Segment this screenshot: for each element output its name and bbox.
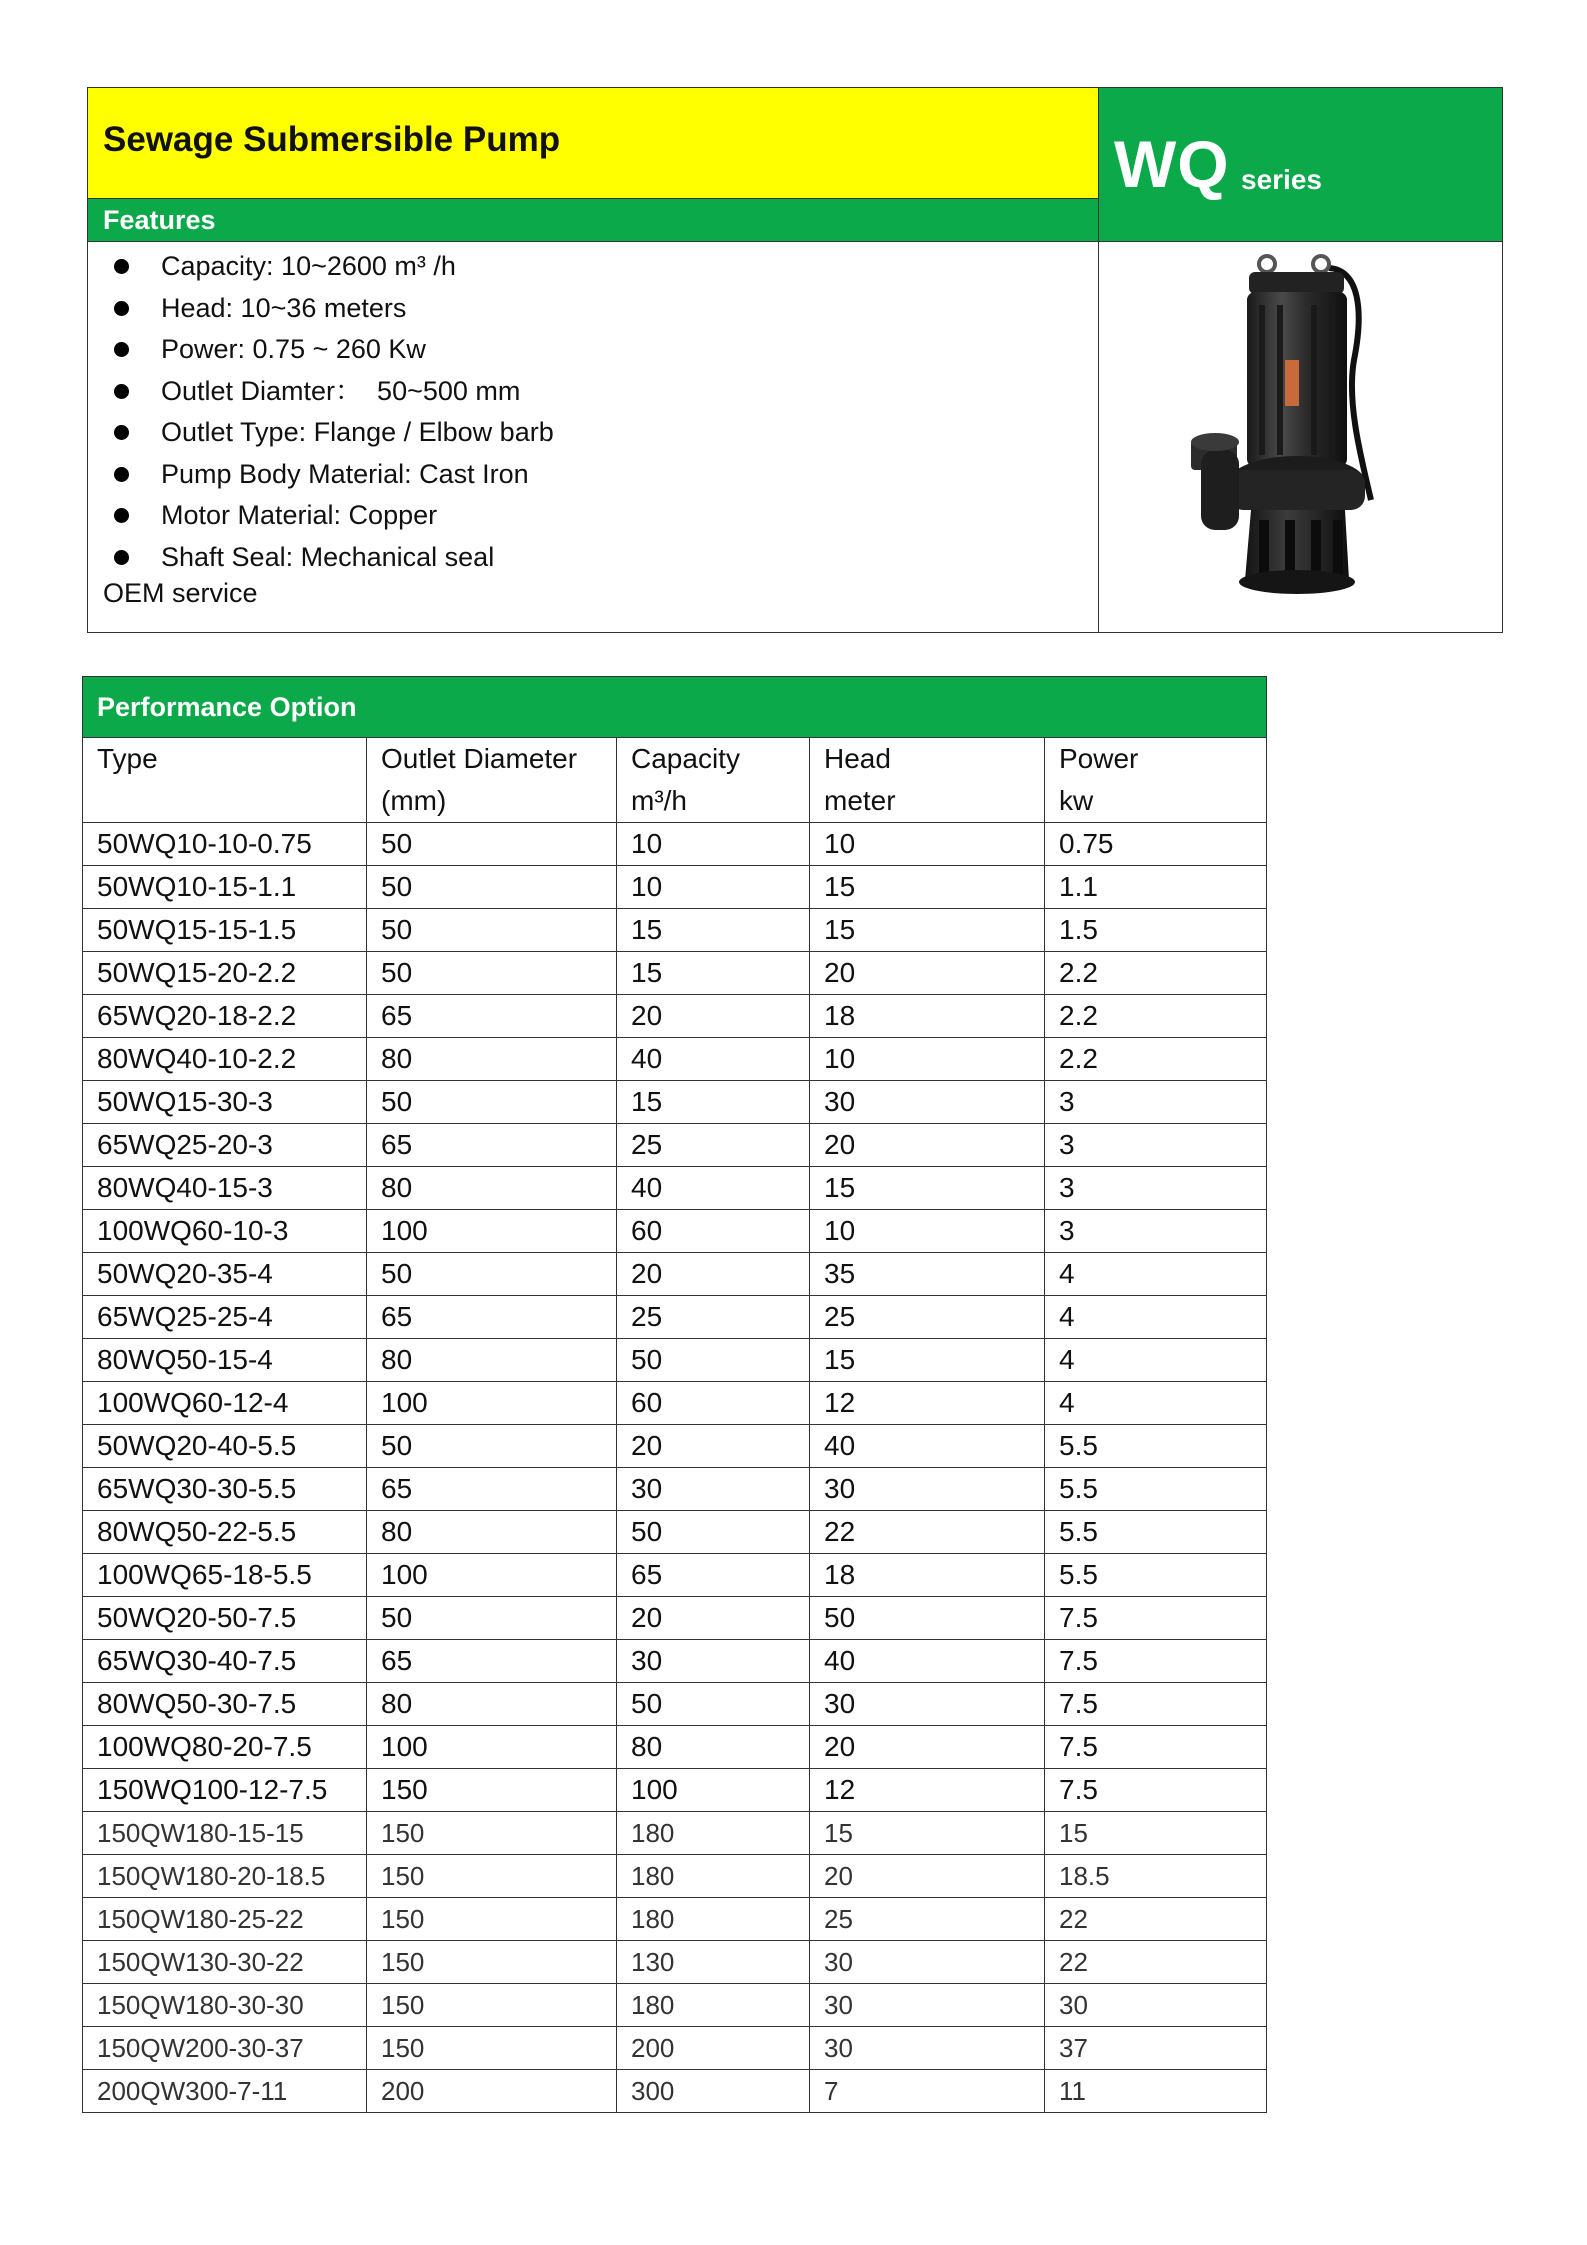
cell-type: 50WQ20-40-5.5 xyxy=(83,1425,367,1468)
cell-capacity: 60 xyxy=(617,1382,810,1425)
table-row xyxy=(83,2070,1267,2113)
cell-power: 7.5 xyxy=(1045,1683,1267,1726)
cell-head: 30 xyxy=(810,1683,1045,1726)
column-header-capacity xyxy=(617,738,810,823)
product-image-cell xyxy=(1099,242,1502,632)
feature-text: Motor Material: Copper xyxy=(161,500,438,530)
product-header xyxy=(87,87,1503,633)
column-header-type xyxy=(83,738,367,823)
cell-type: 100WQ60-10-3 xyxy=(83,1210,367,1253)
table-row xyxy=(83,1769,1267,1812)
cell-type: 80WQ40-15-3 xyxy=(83,1167,367,1210)
cell-head: 18 xyxy=(810,1554,1045,1597)
column-header-power xyxy=(1045,738,1267,823)
cell-power: 5.5 xyxy=(1045,1425,1267,1468)
cell-type: 50WQ20-35-4 xyxy=(83,1253,367,1296)
cell-capacity: 20 xyxy=(617,1425,810,1468)
cell-outlet-diameter: 65 xyxy=(367,995,617,1038)
table-row xyxy=(83,1296,1267,1339)
cell-capacity: 40 xyxy=(617,1038,810,1081)
table-row xyxy=(83,1683,1267,1726)
feature-text: Pump Body Material: Cast Iron xyxy=(161,458,529,489)
column-unit: kw xyxy=(1059,785,1094,816)
cell-head: 40 xyxy=(810,1425,1045,1468)
cell-power: 2.2 xyxy=(1045,995,1267,1038)
oem-service-note: OEM service xyxy=(103,578,258,608)
cell-head: 12 xyxy=(810,1769,1045,1812)
cell-power: 1.5 xyxy=(1045,909,1267,952)
cell-outlet-diameter: 100 xyxy=(367,1726,617,1769)
cell-type: 50WQ15-30-3 xyxy=(83,1081,367,1124)
column-unit: m³/h xyxy=(631,785,687,816)
cell-outlet-diameter: 150 xyxy=(367,1769,617,1812)
cell-capacity: 20 xyxy=(617,995,810,1038)
table-row xyxy=(83,1812,1267,1855)
cell-capacity: 15 xyxy=(617,909,810,952)
table-row xyxy=(83,2027,1267,2070)
column-header-row xyxy=(83,738,1267,823)
cell-type: 80WQ40-10-2.2 xyxy=(83,1038,367,1081)
cell-head: 10 xyxy=(810,823,1045,866)
table-row xyxy=(83,1425,1267,1468)
bullet-icon xyxy=(114,508,129,523)
cell-head: 20 xyxy=(810,1726,1045,1769)
cell-head: 20 xyxy=(810,1855,1045,1898)
cell-capacity: 20 xyxy=(617,1597,810,1640)
cell-type: 65WQ30-30-5.5 xyxy=(83,1468,367,1511)
table-row xyxy=(83,909,1267,952)
cell-type: 150QW180-25-22 xyxy=(83,1898,367,1941)
cell-capacity: 20 xyxy=(617,1253,810,1296)
feature-text: Shaft Seal: Mechanical seal xyxy=(161,541,495,572)
cell-outlet-diameter: 50 xyxy=(367,1425,617,1468)
cell-capacity: 15 xyxy=(617,952,810,995)
column-name: Head xyxy=(824,743,891,774)
feature-item xyxy=(88,537,554,579)
table-row xyxy=(83,952,1267,995)
cell-head: 30 xyxy=(810,1984,1045,2027)
cell-outlet-diameter: 65 xyxy=(367,1124,617,1167)
table-row xyxy=(83,1941,1267,1984)
cell-power: 7.5 xyxy=(1045,1640,1267,1683)
cell-power: 3 xyxy=(1045,1124,1267,1167)
cell-outlet-diameter: 100 xyxy=(367,1554,617,1597)
cell-capacity: 50 xyxy=(617,1339,810,1382)
cell-power: 3 xyxy=(1045,1210,1267,1253)
cell-head: 50 xyxy=(810,1597,1045,1640)
cell-head: 30 xyxy=(810,1941,1045,1984)
feature-item xyxy=(88,412,554,454)
cell-outlet-diameter: 150 xyxy=(367,2027,617,2070)
column-name: Type xyxy=(97,743,158,774)
cell-power: 3 xyxy=(1045,1167,1267,1210)
bullet-icon xyxy=(114,301,129,316)
cell-head: 10 xyxy=(810,1210,1045,1253)
cell-outlet-diameter: 80 xyxy=(367,1038,617,1081)
feature-text: Outlet Diamter： 50~500 mm xyxy=(161,375,521,406)
cell-head: 15 xyxy=(810,1167,1045,1210)
table-row xyxy=(83,1382,1267,1425)
feature-text: Power: 0.75 ~ 260 Kw xyxy=(161,334,426,364)
cell-capacity: 25 xyxy=(617,1124,810,1167)
cell-outlet-diameter: 150 xyxy=(367,1941,617,1984)
bullet-icon xyxy=(114,425,129,440)
bullet-icon xyxy=(114,384,129,399)
cell-capacity: 60 xyxy=(617,1210,810,1253)
cell-power: 3 xyxy=(1045,1081,1267,1124)
cell-capacity: 40 xyxy=(617,1167,810,1210)
cell-power: 4 xyxy=(1045,1382,1267,1425)
table-row xyxy=(83,1038,1267,1081)
cell-outlet-diameter: 65 xyxy=(367,1296,617,1339)
cell-head: 30 xyxy=(810,1081,1045,1124)
features-body xyxy=(88,242,1099,632)
cell-capacity: 30 xyxy=(617,1468,810,1511)
cell-outlet-diameter: 50 xyxy=(367,1597,617,1640)
cell-type: 65WQ25-20-3 xyxy=(83,1124,367,1167)
cell-type: 50WQ10-15-1.1 xyxy=(83,866,367,909)
table-row xyxy=(83,1640,1267,1683)
cell-capacity: 30 xyxy=(617,1640,810,1683)
cell-outlet-diameter: 80 xyxy=(367,1511,617,1554)
table-row xyxy=(83,1984,1267,2027)
cell-capacity: 300 xyxy=(617,2070,810,2113)
cell-outlet-diameter: 150 xyxy=(367,1898,617,1941)
feature-item xyxy=(88,454,554,496)
cell-power: 0.75 xyxy=(1045,823,1267,866)
cell-outlet-diameter: 80 xyxy=(367,1339,617,1382)
table-row xyxy=(83,1898,1267,1941)
cell-outlet-diameter: 150 xyxy=(367,1855,617,1898)
cell-power: 22 xyxy=(1045,1941,1267,1984)
feature-text: Capacity: 10~2600 m³ /h xyxy=(161,251,456,281)
cell-type: 50WQ15-15-1.5 xyxy=(83,909,367,952)
cell-capacity: 80 xyxy=(617,1726,810,1769)
cell-head: 15 xyxy=(810,1812,1045,1855)
table-row xyxy=(83,995,1267,1038)
cell-type: 100WQ80-20-7.5 xyxy=(83,1726,367,1769)
cell-outlet-diameter: 100 xyxy=(367,1210,617,1253)
table-row xyxy=(83,1726,1267,1769)
table-row xyxy=(83,1855,1267,1898)
cell-power: 4 xyxy=(1045,1253,1267,1296)
performance-table xyxy=(82,676,1267,2113)
cell-head: 15 xyxy=(810,1339,1045,1382)
bullet-icon xyxy=(114,342,129,357)
cell-power: 2.2 xyxy=(1045,952,1267,995)
table-row xyxy=(83,1253,1267,1296)
cell-capacity: 50 xyxy=(617,1511,810,1554)
cell-type: 150QW180-20-18.5 xyxy=(83,1855,367,1898)
cell-type: 65WQ30-40-7.5 xyxy=(83,1640,367,1683)
column-name: Power xyxy=(1059,743,1139,774)
cell-head: 30 xyxy=(810,2027,1045,2070)
table-row xyxy=(83,1081,1267,1124)
cell-type: 100WQ65-18-5.5 xyxy=(83,1554,367,1597)
cell-capacity: 100 xyxy=(617,1769,810,1812)
table-row xyxy=(83,1167,1267,1210)
series-cell xyxy=(1099,88,1502,242)
cell-type: 80WQ50-15-4 xyxy=(83,1339,367,1382)
performance-title-row xyxy=(83,677,1267,738)
bullet-icon xyxy=(114,467,129,482)
cell-type: 50WQ20-50-7.5 xyxy=(83,1597,367,1640)
bullet-icon xyxy=(114,550,129,565)
cell-head: 7 xyxy=(810,2070,1045,2113)
table-row xyxy=(83,1597,1267,1640)
performance-title: Performance Option xyxy=(83,677,1267,738)
cell-power: 5.5 xyxy=(1045,1511,1267,1554)
cell-outlet-diameter: 50 xyxy=(367,823,617,866)
cell-power: 37 xyxy=(1045,2027,1267,2070)
cell-type: 150QW180-15-15 xyxy=(83,1812,367,1855)
cell-head: 12 xyxy=(810,1382,1045,1425)
cell-head: 18 xyxy=(810,995,1045,1038)
feature-item xyxy=(88,246,554,288)
cell-outlet-diameter: 150 xyxy=(367,1812,617,1855)
feature-item xyxy=(88,371,554,413)
cell-type: 150WQ100-12-7.5 xyxy=(83,1769,367,1812)
cell-type: 150QW180-30-30 xyxy=(83,1984,367,2027)
cell-power: 4 xyxy=(1045,1296,1267,1339)
cell-head: 30 xyxy=(810,1468,1045,1511)
column-name: Capacity xyxy=(631,743,740,774)
cell-type: 80WQ50-22-5.5 xyxy=(83,1511,367,1554)
cell-capacity: 10 xyxy=(617,866,810,909)
cell-power: 5.5 xyxy=(1045,1554,1267,1597)
feature-item xyxy=(88,495,554,537)
cell-power: 18.5 xyxy=(1045,1855,1267,1898)
cell-head: 15 xyxy=(810,909,1045,952)
cell-outlet-diameter: 65 xyxy=(367,1640,617,1683)
series-name: WQ xyxy=(1114,127,1230,201)
cell-capacity: 200 xyxy=(617,2027,810,2070)
cell-outlet-diameter: 200 xyxy=(367,2070,617,2113)
column-name: Outlet Diameter xyxy=(381,743,578,774)
cell-power: 7.5 xyxy=(1045,1769,1267,1812)
cell-capacity: 50 xyxy=(617,1683,810,1726)
table-row xyxy=(83,1511,1267,1554)
cell-capacity: 180 xyxy=(617,1898,810,1941)
cell-outlet-diameter: 100 xyxy=(367,1382,617,1425)
column-unit: meter xyxy=(824,785,896,816)
cell-power: 22 xyxy=(1045,1898,1267,1941)
cell-head: 22 xyxy=(810,1511,1045,1554)
cell-head: 25 xyxy=(810,1296,1045,1339)
cell-power: 4 xyxy=(1045,1339,1267,1382)
cell-power: 2.2 xyxy=(1045,1038,1267,1081)
pump-image xyxy=(1189,250,1409,620)
cell-head: 20 xyxy=(810,1124,1045,1167)
cell-outlet-diameter: 50 xyxy=(367,909,617,952)
product-title: Sewage Submersible Pump xyxy=(103,120,561,159)
feature-text: Outlet Type: Flange / Elbow barb xyxy=(161,417,554,447)
cell-capacity: 15 xyxy=(617,1081,810,1124)
cell-capacity: 25 xyxy=(617,1296,810,1339)
cell-outlet-diameter: 50 xyxy=(367,1253,617,1296)
feature-item xyxy=(88,288,554,330)
cell-power: 5.5 xyxy=(1045,1468,1267,1511)
cell-type: 80WQ50-30-7.5 xyxy=(83,1683,367,1726)
cell-capacity: 130 xyxy=(617,1941,810,1984)
cell-head: 15 xyxy=(810,866,1045,909)
cell-power: 11 xyxy=(1045,2070,1267,2113)
cell-outlet-diameter: 80 xyxy=(367,1167,617,1210)
feature-text: Head: 10~36 meters xyxy=(161,292,407,323)
cell-head: 25 xyxy=(810,1898,1045,1941)
cell-power: 7.5 xyxy=(1045,1726,1267,1769)
table-row xyxy=(83,1124,1267,1167)
cell-capacity: 65 xyxy=(617,1554,810,1597)
bullet-icon xyxy=(114,259,129,274)
cell-outlet-diameter: 50 xyxy=(367,952,617,995)
cell-type: 65WQ25-25-4 xyxy=(83,1296,367,1339)
feature-item xyxy=(88,329,554,371)
performance-table-body xyxy=(83,823,1267,2113)
feature-list xyxy=(88,246,554,578)
column-unit: (mm) xyxy=(381,785,447,816)
cell-outlet-diameter: 150 xyxy=(367,1984,617,2027)
table-row xyxy=(83,823,1267,866)
table-row xyxy=(83,1554,1267,1597)
column-header-head xyxy=(810,738,1045,823)
cell-capacity: 180 xyxy=(617,1984,810,2027)
cell-power: 7.5 xyxy=(1045,1597,1267,1640)
cell-head: 35 xyxy=(810,1253,1045,1296)
cell-outlet-diameter: 50 xyxy=(367,866,617,909)
cell-type: 50WQ10-10-0.75 xyxy=(83,823,367,866)
cell-head: 20 xyxy=(810,952,1045,995)
cell-power: 30 xyxy=(1045,1984,1267,2027)
cell-power: 15 xyxy=(1045,1812,1267,1855)
cell-outlet-diameter: 80 xyxy=(367,1683,617,1726)
cell-type: 150QW200-30-37 xyxy=(83,2027,367,2070)
cell-head: 10 xyxy=(810,1038,1045,1081)
series-label: series xyxy=(1241,164,1322,195)
cell-type: 50WQ15-20-2.2 xyxy=(83,952,367,995)
cell-capacity: 180 xyxy=(617,1855,810,1898)
cell-outlet-diameter: 65 xyxy=(367,1468,617,1511)
table-row xyxy=(83,1210,1267,1253)
cell-outlet-diameter: 50 xyxy=(367,1081,617,1124)
cell-type: 65WQ20-18-2.2 xyxy=(83,995,367,1038)
cell-type: 200QW300-7-11 xyxy=(83,2070,367,2113)
table-row xyxy=(83,1468,1267,1511)
features-heading-bar xyxy=(88,199,1099,242)
cell-type: 150QW130-30-22 xyxy=(83,1941,367,1984)
title-cell xyxy=(88,88,1099,199)
features-heading: Features xyxy=(103,205,216,235)
cell-capacity: 180 xyxy=(617,1812,810,1855)
cell-capacity: 10 xyxy=(617,823,810,866)
table-row xyxy=(83,866,1267,909)
cell-head: 40 xyxy=(810,1640,1045,1683)
cell-power: 1.1 xyxy=(1045,866,1267,909)
column-header-outlet-diameter xyxy=(367,738,617,823)
table-row xyxy=(83,1339,1267,1382)
cell-type: 100WQ60-12-4 xyxy=(83,1382,367,1425)
